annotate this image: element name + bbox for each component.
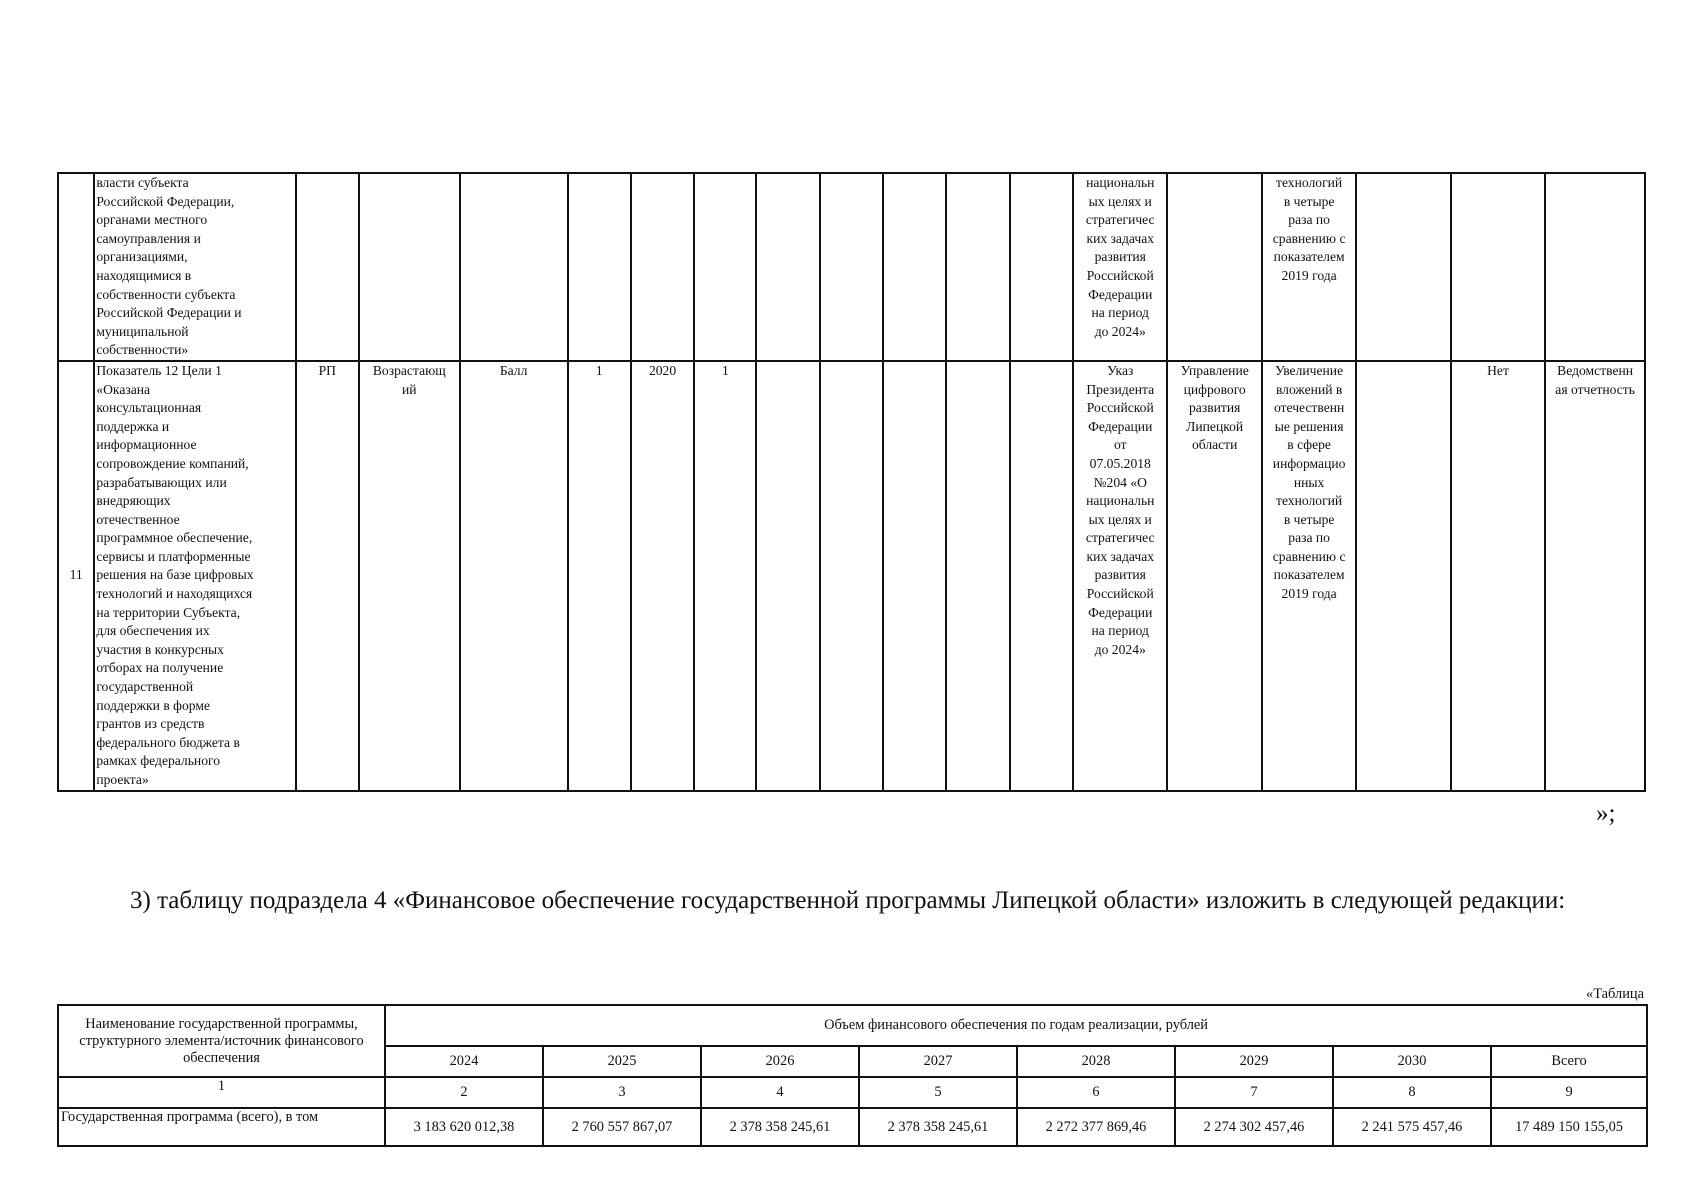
year-header: 2024 — [385, 1046, 543, 1077]
table-header-row — [58, 1005, 1647, 1046]
amount-cell: 3 183 620 012,38 — [385, 1108, 543, 1146]
amount-cell: 2 378 358 245,61 — [859, 1108, 1017, 1146]
amount-cell: 2 241 575 457,46 — [1333, 1108, 1491, 1146]
table-cell — [631, 173, 694, 361]
table-row — [58, 173, 1645, 361]
indicator-name: Показатель 12 Цели 1 «Оказана консультационная поддержка и информационное сопровождение компаний, разрабатывающих или внедряющих отечественное программное обеспечение, сервисы и платформенные решения на базе цифровых технологий и находящихся на территории Субъекта, для обеспечения их участия в конкурсных отборах на получение государственной поддержки в форме грантов из средств федерального бюджета в рамках федерального проекта» — [94, 361, 295, 791]
table-cell — [1167, 173, 1261, 361]
col-number: 6 — [1017, 1077, 1175, 1108]
col-number: 4 — [701, 1077, 859, 1108]
year-header: 2026 — [701, 1046, 859, 1077]
unit: Балл — [460, 361, 568, 791]
table-cell — [1451, 173, 1545, 361]
col-number: 3 — [543, 1077, 701, 1108]
trend: Возрастающ ий — [359, 361, 460, 791]
row-number: 11 — [58, 361, 94, 791]
table-cell — [946, 173, 1009, 361]
table-cell — [694, 173, 756, 361]
table-cell — [820, 361, 883, 791]
table-row — [58, 1108, 1647, 1146]
year-header: 2025 — [543, 1046, 701, 1077]
amount-cell: 2 760 557 867,07 — [543, 1108, 701, 1146]
table-cell — [1356, 361, 1450, 791]
col-number: 5 — [859, 1077, 1017, 1108]
table-cell — [756, 361, 819, 791]
column-number-row — [58, 1077, 1647, 1108]
table-cell — [946, 361, 1009, 791]
indicators-table — [57, 172, 1646, 792]
header-name: Наименование государственной программы, структурного элемента/источник финансового обеспечения — [58, 1005, 385, 1077]
table-cell — [1545, 173, 1645, 361]
national-goal-link: технологий в четыре раза по сравнению с показателем 2019 года — [1262, 173, 1356, 361]
indicator-name: власти субъекта Российской Федерации, органами местного самоуправления и организациями, находящимися в собственности субъекта Российской Федерации и муниципальной собственности» — [94, 173, 295, 361]
responsible: Управление цифрового развития Липецкой области — [1167, 361, 1261, 791]
amount-cell: 2 274 302 457,46 — [1175, 1108, 1333, 1146]
header-volume: Объем финансового обеспечения по годам реализации, рублей — [385, 1005, 1647, 1046]
program-name: Государственная программа (всего), в том — [58, 1108, 385, 1146]
value-2024: 1 — [694, 361, 756, 791]
paragraph-text: 3) таблицу подраздела 4 «Финансовое обеспечение государственной программы Липецкой области» изложить в следующей редакции: — [130, 887, 1566, 914]
table-cell — [883, 173, 946, 361]
level: РП — [296, 361, 359, 791]
year-header: 2027 — [859, 1046, 1017, 1077]
table-row — [58, 361, 1645, 791]
table-cell — [883, 361, 946, 791]
table-cell — [359, 173, 460, 361]
table-label: «Таблица — [1586, 986, 1644, 1002]
total-header: Всего — [1491, 1046, 1647, 1077]
basis-doc: национальн ых целях и стратегичес ких задачах развития Российской Федерации на период до 2024» — [1073, 173, 1167, 361]
table-cell — [1010, 173, 1073, 361]
year-header: 2028 — [1017, 1046, 1175, 1077]
amount-cell: 2 272 377 869,46 — [1017, 1108, 1175, 1146]
col-number: 2 — [385, 1077, 543, 1108]
national-goal-link: Увеличение вложений в отечественн ые решения в сфере информацио нных технологий в четыре раза по сравнению с показателем 2019 года — [1262, 361, 1356, 791]
table-cell — [1010, 361, 1073, 791]
col-number: 9 — [1491, 1077, 1647, 1108]
closing-quote: »; — [1596, 800, 1616, 827]
table-cell — [568, 173, 631, 361]
table-cell — [756, 173, 819, 361]
year-header: 2029 — [1175, 1046, 1333, 1077]
table-cell — [460, 173, 568, 361]
table-cell — [820, 173, 883, 361]
amendment-paragraph — [57, 880, 1637, 921]
table-cell — [58, 173, 94, 361]
col-number: 8 — [1333, 1077, 1491, 1108]
amount-cell: 2 378 358 245,61 — [701, 1108, 859, 1146]
info-source: Ведомственн ая отчетность — [1545, 361, 1645, 791]
basis-doc: Указ Президента Российской Федерации от 07.05.2018 №204 «О национальн ых целях и стратегичес ких задачах развития Российской Федерации на период до 2024» — [1073, 361, 1167, 791]
table-cell — [296, 173, 359, 361]
col-number: 7 — [1175, 1077, 1333, 1108]
gis-flag: Нет — [1451, 361, 1545, 791]
table-cell — [1356, 173, 1450, 361]
base-value: 1 — [568, 361, 631, 791]
col-number: 1 — [58, 1077, 385, 1108]
year-header: 2030 — [1333, 1046, 1491, 1077]
amount-total: 17 489 150 155,05 — [1491, 1108, 1647, 1146]
financing-table — [57, 1004, 1648, 1147]
base-year: 2020 — [631, 361, 694, 791]
